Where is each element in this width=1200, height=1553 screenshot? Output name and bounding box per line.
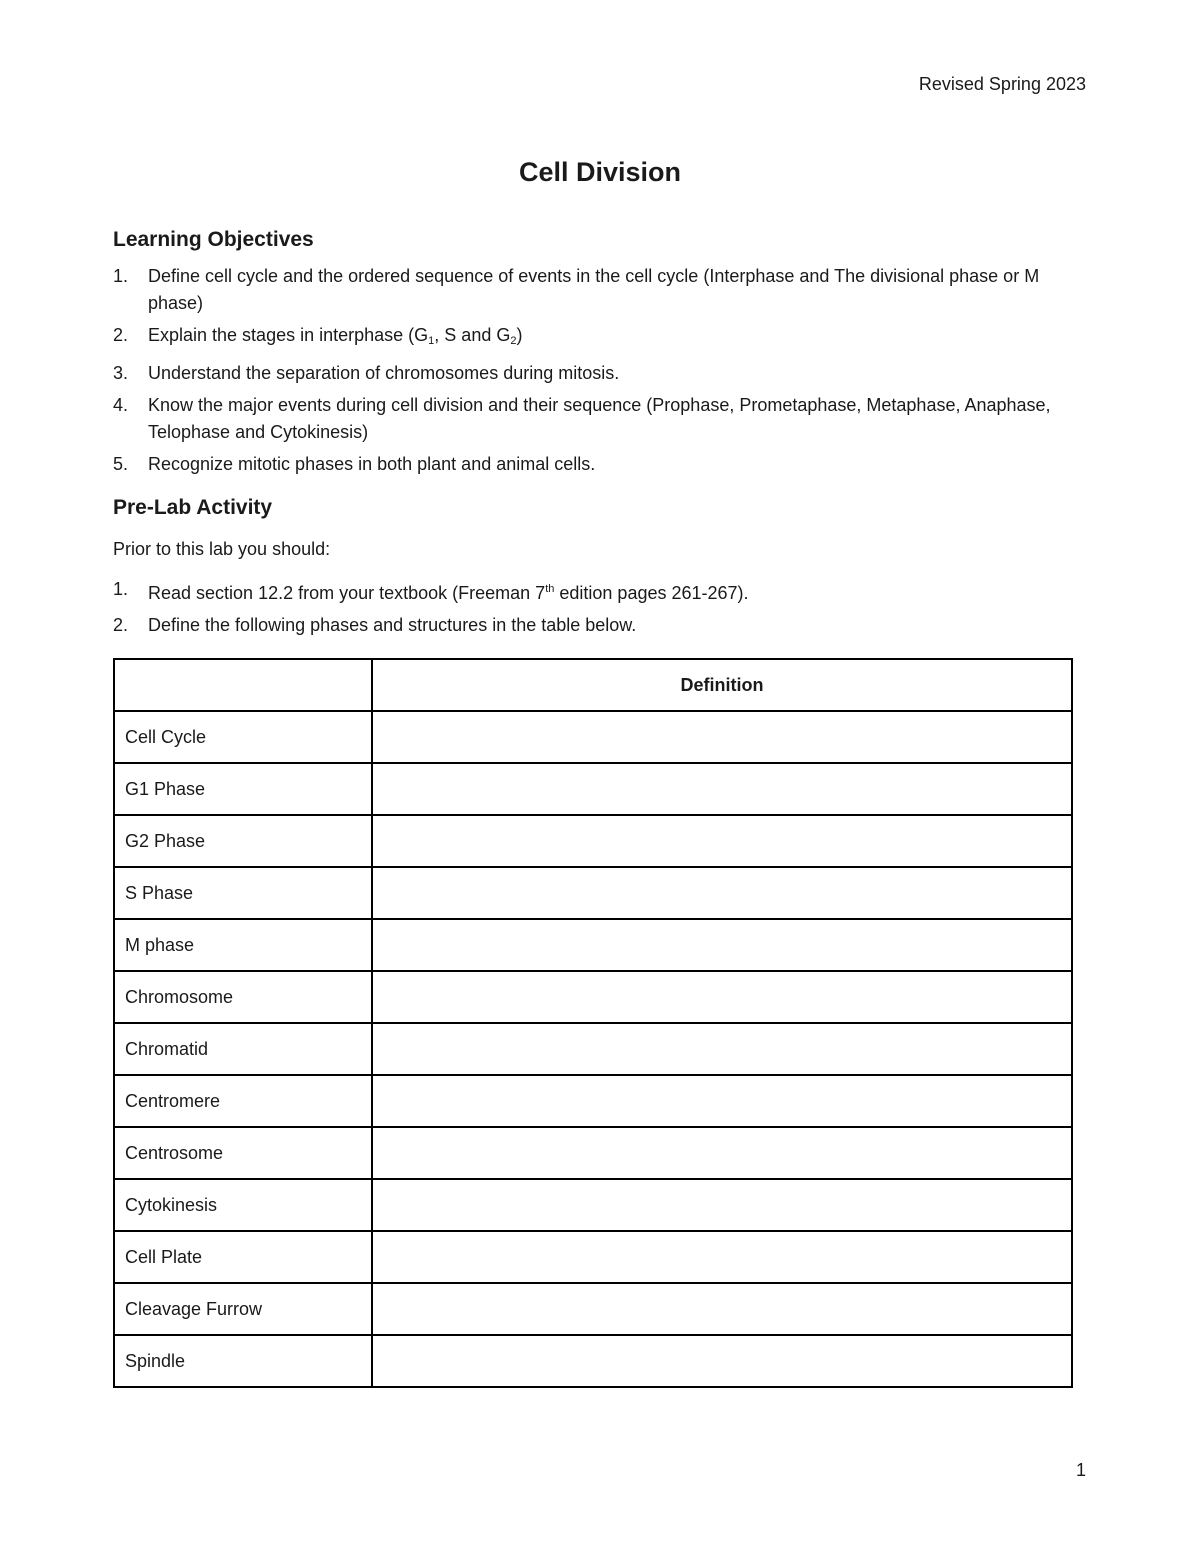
objective-item bbox=[113, 360, 1088, 387]
table-row bbox=[114, 763, 1072, 815]
definition-cell[interactable] bbox=[372, 1231, 1072, 1283]
definition-cell[interactable] bbox=[372, 1075, 1072, 1127]
definition-cell[interactable] bbox=[372, 1283, 1072, 1335]
objective-number: 2. bbox=[113, 325, 129, 345]
definition-cell[interactable] bbox=[372, 919, 1072, 971]
table-row bbox=[114, 971, 1072, 1023]
term-cell: Cell Plate bbox=[114, 1231, 372, 1283]
table-row bbox=[114, 711, 1072, 763]
term-cell: Chromosome bbox=[114, 971, 372, 1023]
definition-cell[interactable] bbox=[372, 1127, 1072, 1179]
page-number: 1 bbox=[1075, 1460, 1086, 1480]
definitions-table bbox=[113, 658, 1073, 1388]
prelab-number: 1. bbox=[113, 579, 129, 599]
term-cell: Centromere bbox=[114, 1075, 372, 1127]
prelab-heading: Pre-Lab Activity bbox=[113, 496, 273, 519]
objective-text: Know the major events during cell division and their sequence (Prophase, Prometaphase, Metaphase, Anaphase, Telophase and Cytokinesis) bbox=[148, 395, 1051, 442]
table-row bbox=[114, 1231, 1072, 1283]
objective-item bbox=[113, 451, 1088, 478]
objective-item bbox=[113, 322, 1088, 355]
definition-cell[interactable] bbox=[372, 763, 1072, 815]
term-column-header bbox=[114, 659, 372, 711]
prelab-text: Define the following phases and structures in the table below. bbox=[148, 615, 637, 635]
table-row bbox=[114, 1023, 1072, 1075]
prelab-item bbox=[113, 612, 1088, 639]
table-row bbox=[114, 815, 1072, 867]
definition-cell[interactable] bbox=[372, 1179, 1072, 1231]
table-row bbox=[114, 1283, 1072, 1335]
term-cell: G2 Phase bbox=[114, 815, 372, 867]
prelab-item bbox=[113, 576, 1088, 607]
objective-item bbox=[113, 392, 1088, 446]
definition-cell[interactable] bbox=[372, 711, 1072, 763]
objective-number: 5. bbox=[113, 454, 129, 474]
definition-cell[interactable] bbox=[372, 971, 1072, 1023]
term-cell: Cytokinesis bbox=[114, 1179, 372, 1231]
objective-number: 3. bbox=[113, 363, 129, 383]
table-row bbox=[114, 1179, 1072, 1231]
table-row bbox=[114, 1075, 1072, 1127]
term-cell: Spindle bbox=[114, 1335, 372, 1387]
definition-cell[interactable] bbox=[372, 867, 1072, 919]
definition-cell[interactable] bbox=[372, 1023, 1072, 1075]
term-cell: M phase bbox=[114, 919, 372, 971]
revision-note: Revised Spring 2023 bbox=[918, 74, 1086, 94]
objective-text: Recognize mitotic phases in both plant and animal cells. bbox=[148, 454, 596, 474]
term-cell: Cell Cycle bbox=[114, 711, 372, 763]
definition-cell[interactable] bbox=[372, 1335, 1072, 1387]
prelab-list bbox=[113, 576, 1088, 644]
learning-objectives-list bbox=[113, 263, 1088, 483]
term-cell: Centrosome bbox=[114, 1127, 372, 1179]
objective-text: Understand the separation of chromosomes during mitosis. bbox=[148, 363, 620, 383]
objective-text: Explain the stages in interphase ($G_1$, S and $G_2$) bbox=[148, 325, 523, 347]
objective-number: 4. bbox=[113, 395, 129, 415]
objective-text: Define cell cycle and the ordered sequence of events in the cell cycle (Interphase and The divisional phase or M phase) bbox=[148, 266, 1040, 313]
definition-column-header: Definition bbox=[372, 659, 1072, 711]
learning-objectives-heading: Learning Objectives bbox=[113, 228, 314, 251]
definition-cell[interactable] bbox=[372, 815, 1072, 867]
table-row bbox=[114, 919, 1072, 971]
table-header-row bbox=[114, 659, 1072, 711]
objective-item bbox=[113, 263, 1088, 317]
term-cell: S Phase bbox=[114, 867, 372, 919]
table-row bbox=[114, 1335, 1072, 1387]
table-row bbox=[114, 1127, 1072, 1179]
objective-number: 1. bbox=[113, 266, 129, 286]
prelab-intro: Prior to this lab you should: bbox=[113, 539, 331, 559]
term-cell: G1 Phase bbox=[114, 763, 372, 815]
page-title: Cell Division bbox=[518, 157, 682, 187]
table-row bbox=[114, 867, 1072, 919]
term-cell: Cleavage Furrow bbox=[114, 1283, 372, 1335]
prelab-number: 2. bbox=[113, 615, 129, 635]
term-cell: Chromatid bbox=[114, 1023, 372, 1075]
prelab-text: Read section 12.2 from your textbook (Freeman 7th edition pages 261-267). bbox=[148, 583, 749, 603]
